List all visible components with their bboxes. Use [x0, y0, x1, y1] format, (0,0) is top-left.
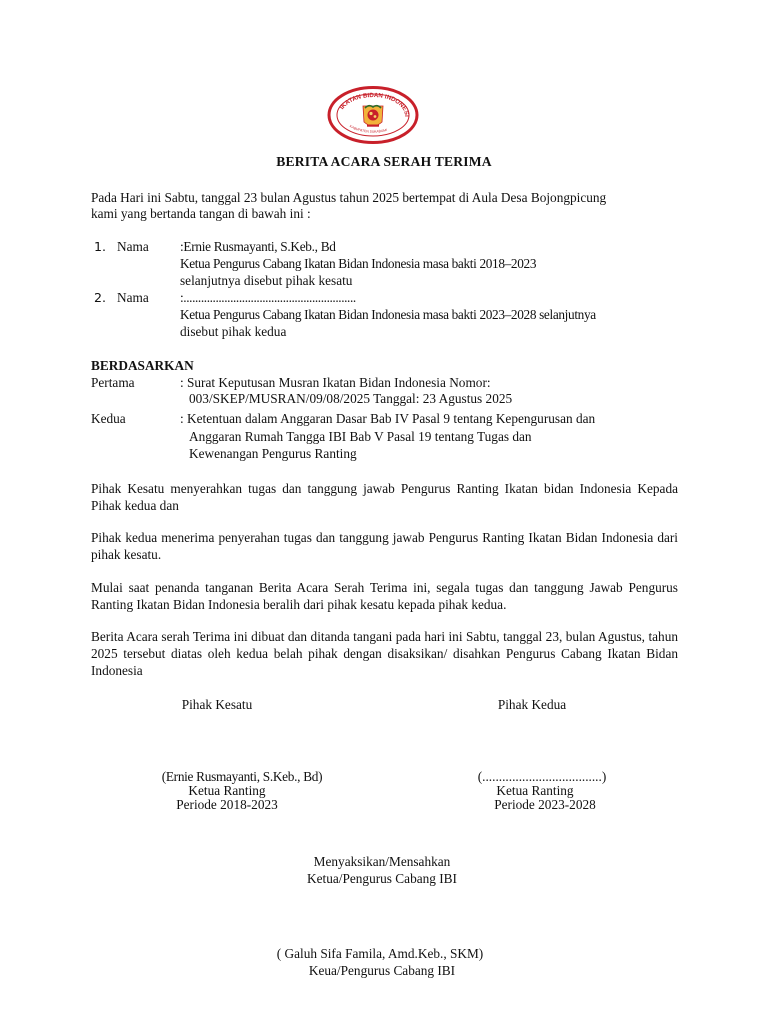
basis-2-line-2: Anggaran Rumah Tangga IBI Bab V Pasal 19 tentang Tugas dan — [189, 429, 532, 444]
basis-2-line-1: : Ketentuan dalam Anggaran Dasar Bab IV Pasal 9 tentang Kepengurusan dan — [180, 411, 596, 426]
party-1-number: 1. — [94, 239, 107, 254]
paragraph-acceptance: Pihak kedua menerima penyerahan tugas dan tanggung jawab Pengurus Ranting Ikatan Bidan Indonesia dari pihak kesatu. — [91, 530, 678, 562]
witness-name: ( Galuh Sifa Famila, Amd.Keb., SKM) — [276, 946, 484, 961]
basis-2-line-3: Kewenangan Pengurus Ranting — [189, 446, 357, 461]
party-1-designation: selanjutnya disebut pihak kesatu — [180, 273, 353, 288]
party-2-label: Nama — [117, 290, 149, 305]
signature-right-name: (....................................) — [477, 769, 607, 784]
witness-line-2: Ketua/Pengurus Cabang IBI — [307, 871, 457, 886]
ibi-logo-emblem — [327, 86, 419, 144]
signature-left-role: Ketua Ranting — [188, 783, 266, 798]
paragraph-transfer: Mulai saat penanda tanganan Berita Acara Serah Terima ini, segala tugas dan tanggung Jawab Pengurus Ranting Ikatan Bidan Indonesia beralih dari pihak kesatu kepada pihak kedua. — [91, 580, 678, 612]
berdasarkan-heading: BERDASARKAN — [91, 358, 194, 373]
party-1-label: Nama — [117, 239, 149, 254]
party-1-position: Ketua Pengurus Cabang Ikatan Bidan Indonesia masa bakti 2018–2023 — [180, 256, 537, 271]
paragraph-closing: Berita Acara serah Terima ini dibuat dan ditanda tangani pada hari ini Sabtu, tanggal 23, bulan Agustus, tahun 2025 tersebut diatas oleh kedua belah pihak dengan disaksikan/ disahkan Pengurus Cabang Ikatan Bidan Indonesia — [91, 629, 678, 678]
logo-bottom-text: KABUPATEN SUKABUMI — [348, 124, 388, 134]
signature-right-role: Ketua Ranting — [496, 783, 574, 798]
witness-line-1: Menyaksikan/Mensahkan — [313, 854, 451, 869]
party-2-name: :........................................................... — [180, 290, 356, 305]
intro-line-1: Pada Hari ini Sabtu, tanggal 23 bulan Agustus tahun 2025 bertempat di Aula Desa Bojongpicung — [91, 190, 607, 205]
paragraph-handover: Pihak Kesatu menyerahkan tugas dan tanggung jawab Pengurus Ranting Ikatan bidan Indonesia Kepada Pihak kedua dan — [91, 481, 678, 513]
basis-2-label: Kedua — [91, 411, 126, 426]
party-2-position: Ketua Pengurus Cabang Ikatan Bidan Indonesia masa bakti 2023–2028 selanjutnya — [180, 307, 596, 322]
party-2-number: 2. — [94, 290, 107, 305]
basis-1-line-1: : Surat Keputusan Musran Ikatan Bidan Indonesia Nomor: — [180, 375, 491, 390]
logo-top-text: IKATAN BIDAN INDONESI — [338, 91, 411, 117]
party-1-name: :Ernie Rusmayanti, S.Keb., Bd — [180, 239, 336, 254]
intro-line-2: kami yang bertanda tangan di bawah ini : — [91, 206, 311, 221]
signature-left-heading: Pihak Kesatu — [181, 697, 253, 712]
signature-right-period: Periode 2023-2028 — [494, 797, 596, 812]
signature-left-name: (Ernie Rusmayanti, S.Keb., Bd) — [161, 769, 323, 784]
ibi-logo — [327, 86, 419, 144]
signature-left-period: Periode 2018-2023 — [176, 797, 278, 812]
basis-1-line-2: 003/SKEP/MUSRAN/09/08/2025 Tanggal: 23 Agustus 2025 — [189, 391, 513, 406]
witness-role: Keua/Pengurus Cabang IBI — [308, 963, 456, 978]
party-2-designation: disebut pihak kedua — [180, 324, 287, 339]
signature-right-heading: Pihak Kedua — [497, 697, 567, 712]
basis-1-label: Pertama — [91, 375, 135, 390]
document-title: BERITA ACARA SERAH TERIMA — [276, 154, 492, 169]
